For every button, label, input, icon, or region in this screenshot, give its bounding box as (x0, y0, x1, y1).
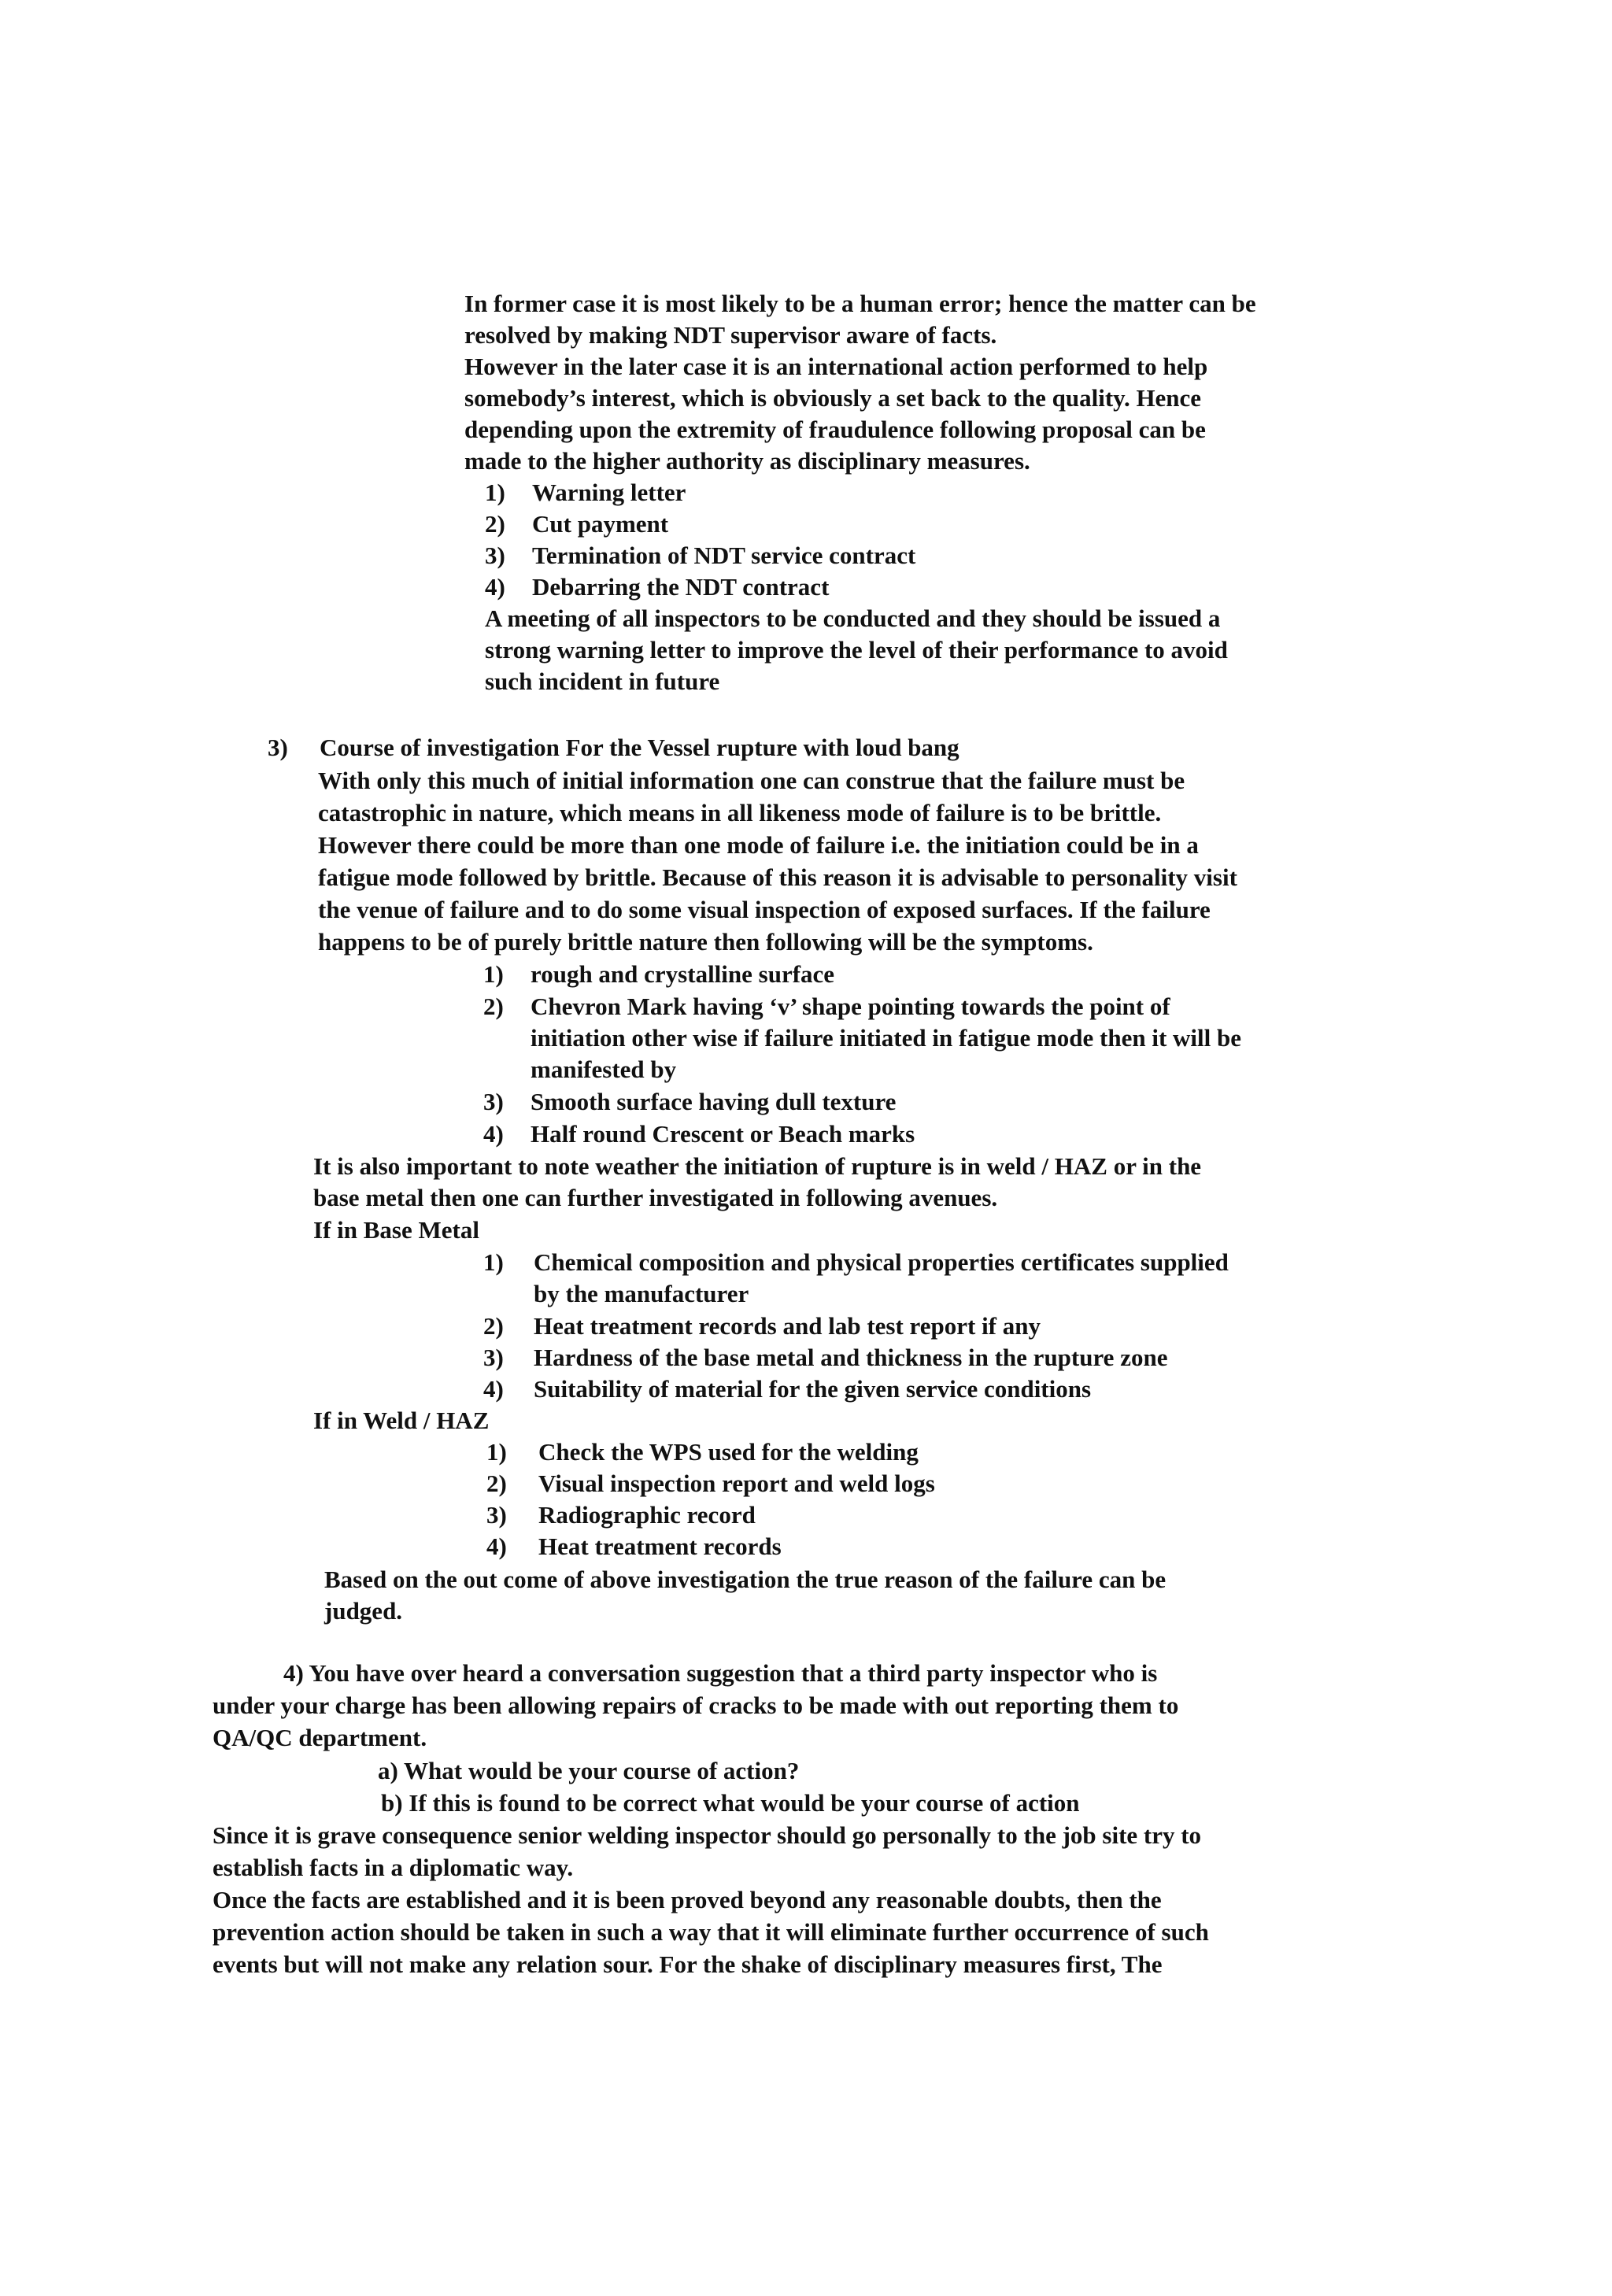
paragraph-line: base metal then one can further investigated in following avenues. (313, 1184, 998, 1211)
paragraph-line: However in the later case it is an international action performed to help (464, 353, 1208, 380)
list-number: 1) (483, 1248, 504, 1276)
paragraph-line: such incident in future (485, 667, 720, 695)
paragraph-line: fatigue mode followed by brittle. Because of this reason it is advisable to personality visit (318, 863, 1237, 891)
paragraph-line: the venue of failure and to do some visual inspection of exposed surfaces. If the failure (318, 896, 1211, 923)
paragraph-line: depending upon the extremity of fraudulence following proposal can be (464, 416, 1206, 443)
answer-line: Since it is grave consequence senior welding inspector should go personally to the job site try to (213, 1821, 1202, 1849)
list-number: 3) (483, 1344, 504, 1371)
list-item: Chevron Mark having ‘v’ shape pointing towards the point of (531, 993, 1170, 1020)
list-item: Cut payment (532, 510, 669, 538)
list-number: 2) (486, 1470, 507, 1497)
list-item-continuation: by the manufacturer (534, 1280, 749, 1307)
paragraph-line: made to the higher authority as disciplinary measures. (464, 447, 1030, 475)
paragraph-line: happens to be of purely brittle nature then following will be the symptoms. (318, 928, 1093, 956)
list-item: Termination of NDT service contract (532, 542, 916, 569)
subsection-heading: If in Weld / HAZ (313, 1407, 490, 1434)
list-number: 2) (485, 510, 505, 538)
list-number: 3) (485, 542, 505, 569)
list-number: 3) (486, 1501, 507, 1529)
sub-question: a) What would be your course of action? (378, 1757, 800, 1784)
paragraph-line: strong warning letter to improve the level of their performance to avoid (485, 636, 1228, 664)
list-item: Chemical composition and physical properties certificates supplied (534, 1248, 1229, 1276)
list-number: 4) (483, 1120, 504, 1148)
list-number: 1) (485, 479, 505, 506)
paragraph-line: A meeting of all inspectors to be conducted and they should be issued a (485, 605, 1221, 632)
list-item: Half round Crescent or Beach marks (531, 1120, 915, 1148)
list-item: Debarring the NDT contract (532, 573, 830, 601)
list-number: 2) (483, 993, 504, 1020)
paragraph-line: With only this much of initial information one can construe that the failure must be (318, 767, 1185, 794)
paragraph-line: catastrophic in nature, which means in all likeness mode of failure is to be brittle. (318, 799, 1162, 826)
list-number: 1) (486, 1438, 507, 1466)
list-item: Radiographic record (538, 1501, 756, 1529)
list-item: Check the WPS used for the welding (538, 1438, 919, 1466)
paragraph-line: resolved by making NDT supervisor aware of facts. (464, 321, 997, 349)
list-item: Hardness of the base metal and thickness in the rupture zone (534, 1344, 1168, 1371)
list-number: 4) (483, 1375, 504, 1403)
section-heading: Course of investigation For the Vessel rupture with loud bang (320, 734, 959, 761)
list-number: 4) (485, 573, 505, 601)
paragraph-line: somebody’s interest, which is obviously a set back to the quality. Hence (464, 384, 1202, 412)
list-item: Heat treatment records and lab test report if any (534, 1312, 1041, 1340)
question-line: 4) You have over heard a conversation suggestion that a third party inspector who is (283, 1659, 1158, 1687)
list-item: Visual inspection report and weld logs (538, 1470, 935, 1497)
list-item: Warning letter (532, 479, 686, 506)
list-item: Suitability of material for the given service conditions (534, 1375, 1092, 1403)
list-number: 2) (483, 1312, 504, 1340)
answer-line: prevention action should be taken in such a way that it will eliminate further occurrence of such (213, 1918, 1209, 1946)
subsection-heading: If in Base Metal (313, 1216, 479, 1244)
paragraph-line: Based on the out come of above investigation the true reason of the failure can be (324, 1566, 1166, 1593)
paragraph-line: It is also important to note weather the initiation of rupture is in weld / HAZ or in the (313, 1152, 1202, 1180)
question-line: under your charge has been allowing repairs of cracks to be made with out reporting them to (213, 1691, 1179, 1719)
paragraph-line: However there could be more than one mode of failure i.e. the initiation could be in a (318, 831, 1199, 859)
list-item: Smooth surface having dull texture (531, 1088, 897, 1115)
list-item: Heat treatment records (538, 1533, 782, 1560)
paragraph-line: In former case it is most likely to be a human error; hence the matter can be (464, 290, 1256, 317)
list-number: 1) (483, 960, 504, 988)
list-item: rough and crystalline surface (531, 960, 835, 988)
list-item-continuation: initiation other wise if failure initiated in fatigue mode then it will be (531, 1024, 1241, 1052)
answer-line: Once the facts are established and it is been proved beyond any reasonable doubts, then the (213, 1886, 1162, 1913)
list-number: 4) (486, 1533, 507, 1560)
section-number: 3) (268, 734, 288, 761)
list-number: 3) (483, 1088, 504, 1115)
sub-question: b) If this is found to be correct what would be your course of action (381, 1789, 1080, 1817)
list-item-continuation: manifested by (531, 1056, 677, 1083)
question-line: QA/QC department. (213, 1724, 427, 1751)
answer-line: events but will not make any relation sour. For the shake of disciplinary measures first, The (213, 1950, 1163, 1978)
answer-line: establish facts in a diplomatic way. (213, 1854, 574, 1881)
paragraph-line: judged. (324, 1597, 403, 1625)
